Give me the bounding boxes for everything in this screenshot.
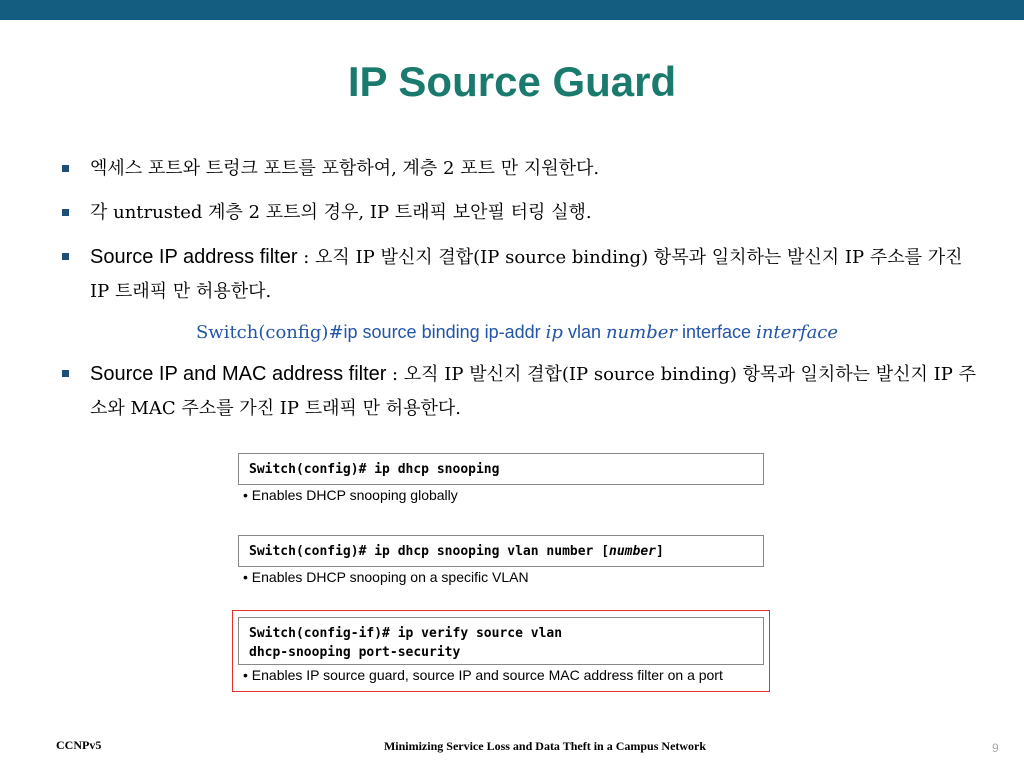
command-keyword: interface <box>677 322 757 342</box>
square-bullet-icon <box>62 370 69 377</box>
bullet-item <box>62 196 982 230</box>
command-prefix: Switch(config)# <box>195 322 344 343</box>
square-bullet-icon <box>62 253 69 260</box>
bullet-item <box>62 240 982 309</box>
footer-course: CCNPv5 <box>56 738 102 752</box>
code-arg: number <box>609 544 656 559</box>
command-arg: interface <box>756 322 839 343</box>
bullet-item <box>62 152 982 186</box>
bullet-lead: Source IP and MAC address filter <box>90 363 392 385</box>
top-banner <box>0 0 1024 20</box>
bullet-text: 각 untrusted 계층 2 포트의 경우, IP 트래픽 보안필 터링 실행. <box>90 202 592 223</box>
command-keyword: vlan <box>562 322 606 342</box>
bullet-list <box>62 152 982 436</box>
code-line: dhcp-snooping port-security <box>249 645 461 660</box>
footer-title: Minimizing Service Loss and Data Theft in a Campus Network <box>383 739 707 753</box>
bullet-text: : 오직 IP 발신지 결합(IP source binding) 항목과 일치하는 발신지 IP 주소와 MAC 주소를 가진 IP 트래픽 만 허용한다. <box>90 364 976 419</box>
command-keyword: ip source binding ip-addr <box>343 322 546 342</box>
bullet-text: : 오직 IP 발신지 결합(IP source binding) 항목과 일치하는 발신지 IP 주소를 가진 IP 트래픽 만 허용한다. <box>90 247 963 302</box>
code-box <box>238 617 764 665</box>
slide-title: IP Source Guard <box>347 58 677 105</box>
code-line <box>239 536 763 561</box>
square-bullet-icon <box>62 165 69 172</box>
command-syntax <box>0 322 1024 343</box>
code-description: • Enables DHCP snooping on a specific VLAN <box>243 569 529 585</box>
code-description: • Enables DHCP snooping globally <box>243 487 458 503</box>
command-arg: number <box>605 322 678 343</box>
code-line: Switch(config-if)# ip verify source vlan <box>249 626 563 641</box>
code-box <box>238 453 764 485</box>
code-text: Switch(config)# ip dhcp snooping vlan number [ <box>249 544 610 559</box>
code-line: Switch(config)# ip dhcp snooping <box>249 462 500 477</box>
bullet-text: 엑세스 포트와 트렁크 포트를 포함하여, 계층 2 포트 만 지원한다. <box>90 158 600 179</box>
code-description: • Enables IP source guard, source IP and source MAC address filter on a port <box>243 667 723 683</box>
code-box <box>238 535 764 567</box>
code-text: ] <box>656 544 664 559</box>
bullet-lead: Source IP address filter <box>90 246 298 268</box>
page-number: 9 <box>992 741 999 755</box>
bullet-item <box>62 357 982 426</box>
command-arg: ip <box>545 322 563 343</box>
square-bullet-icon <box>62 209 69 216</box>
